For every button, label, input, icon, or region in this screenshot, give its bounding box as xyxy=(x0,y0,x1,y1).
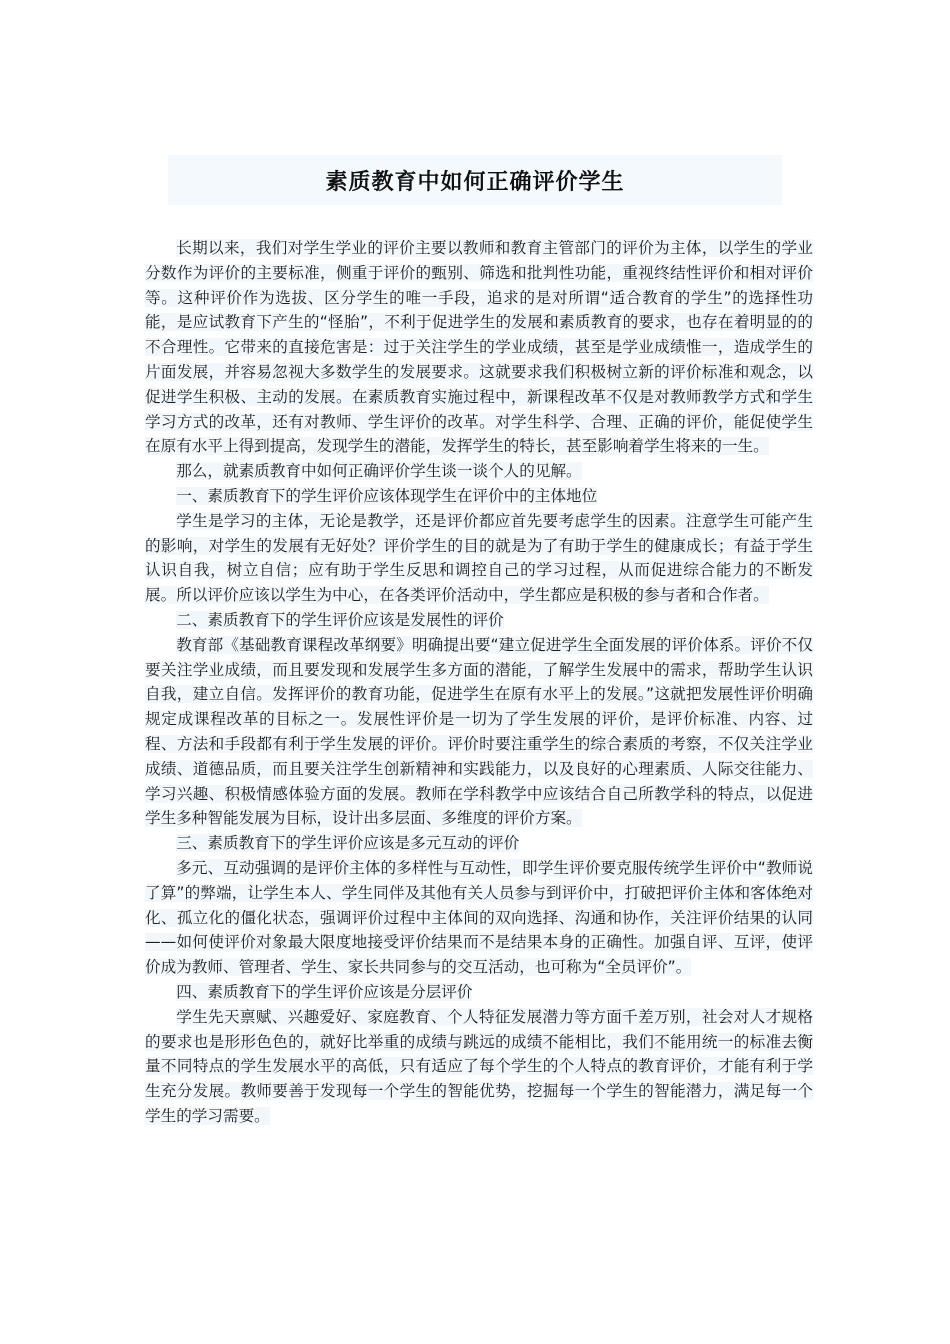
paragraph-text: 长期以来，我们对学生学业的评价主要以教师和教育主管部门的评价为主体，以学生的学业分数作为评价的主要标准，侧重于评价的甄别、筛选和批判性功能，重视终结性评价和相对评价等。这种评价作为选拔、区分学生的唯一手段，追求的是对所谓“适合教育的学生”的选择性功能，是应试教育下产生的“怪胎”，不利于促进学生的发展和素质教育的要求，也存在着明显的的不合理性。它带来的直接危害是：过于关注学生的学业成绩，甚至是学业成绩惟一，造成学生的片面发展，并容易忽视大多数学生的发展要求。这就要求我们积极树立新的评价标准和观念，以促进学生积极、主动的发展。在素质教育实施过程中，新课程改革不仅是对教师教学方式和学生学习方式的改革，还有对教师、学生评价的改革。对学生科学、合理、正确的评价，能促使学生在原有水平上得到提高，发现学生的潜能，发挥学生的特长，甚至影响着学生将来的一生。 xyxy=(145,239,813,456)
paragraph-intro xyxy=(145,236,813,459)
document-body xyxy=(145,236,813,1129)
heading-text: 二、素质教育下的学生评价应该是发展性的评价 xyxy=(176,610,504,629)
paragraph-text: 学生是学习的主体，无论是教学，还是评价都应首先要考虑学生的因素。注意学生可能产生的影响，对学生的发展有无好处？评价学生的目的就是为了有助于学生的健康成长；有益于学生认识自我，树立自信；应有助于学生反思和调控自己的学习过程，从而促进综合能力的不断发展。所以评价应该以学生为中心，在各类评价活动中，学生都应是积极的参与者和合作者。 xyxy=(145,511,813,605)
document-title: 素质教育中如何正确评价学生 xyxy=(325,169,625,195)
heading-text: 一、素质教育下的学生评价应该体现学生在评价中的主体地位 xyxy=(176,486,598,505)
heading-text: 四、素质教育下的学生评价应该是分层评价 xyxy=(176,982,473,1001)
section-body-2 xyxy=(145,633,813,831)
paragraph-text: 那么，就素质教育中如何正确评价学生谈一谈个人的见解。 xyxy=(176,462,582,481)
section-body-3 xyxy=(145,856,813,980)
heading-text: 三、素质教育下的学生评价应该是多元互动的评价 xyxy=(176,834,520,853)
section-heading-3 xyxy=(145,831,813,856)
paragraph-text: 教育部《基础教育课程改革纲要》明确提出要“建立促进学生全面发展的评价体系。评价不仅要关注学业成绩，而且要发现和发展学生多方面的潜能，了解学生发展中的需求，帮助学生认识自我，建立自信。发挥评价的教育功能，促进学生在原有水平上的发展。”这就把发展性评价明确规定成课程改革的目标之一。发展性评价是一切为了学生发展的评价，是评价标准、内容、过程、方法和手段都有利于学生发展的评价。评价时要注重学生的综合素质的考察，不仅关注学业成绩、道德品质，而且要关注学生创新精神和实践能力，以及良好的心理素质、人际交往能力、学习兴趣、积极情感体验方面的发展。教师在学科教学中应该结合自己所教学科的特点，以促进学生多种智能发展为目标，设计出多层面、多维度的评价方案。 xyxy=(145,635,813,828)
paragraph-text: 学生先天禀赋、兴趣爱好、家庭教育、个人特征发展潜力等方面千差万别，社会对人才规格的要求也是形形色色的，就好比举重的成绩与跳远的成绩不能相比，我们不能用统一的标准去衡量不同特点的学生发展水平的高低，只有适应了每个学生的个人特点的教育评价，才能有利于学生充分发展。教师要善于发现每一个学生的智能优势，挖掘每一个学生的智能潜力，满足每一个学生的学习需要。 xyxy=(145,1007,813,1125)
section-heading-2 xyxy=(145,608,813,633)
section-body-4 xyxy=(145,1005,813,1129)
paragraph-text: 多元、互动强调的是评价主体的多样性与互动性，即学生评价要克服传统学生评价中“教师说了算”的弊端，让学生本人、学生同伴及其他有关人员参与到评价中，打破把评价主体和客体绝对化、孤立化的僵化状态，强调评价过程中主体间的双向选择、沟通和协作，关注评价结果的认同——如何使评价对象最大限度地接受评价结果而不是结果本身的正确性。加强自评、互评，使评价成为教师、管理者、学生、家长共同参与的交互活动，也可称为“全员评价”。 xyxy=(145,858,813,977)
title-banner xyxy=(168,155,782,205)
section-heading-4 xyxy=(145,980,813,1005)
section-heading-1 xyxy=(145,484,813,509)
section-body-1 xyxy=(145,509,813,608)
paragraph-transition xyxy=(145,459,813,484)
